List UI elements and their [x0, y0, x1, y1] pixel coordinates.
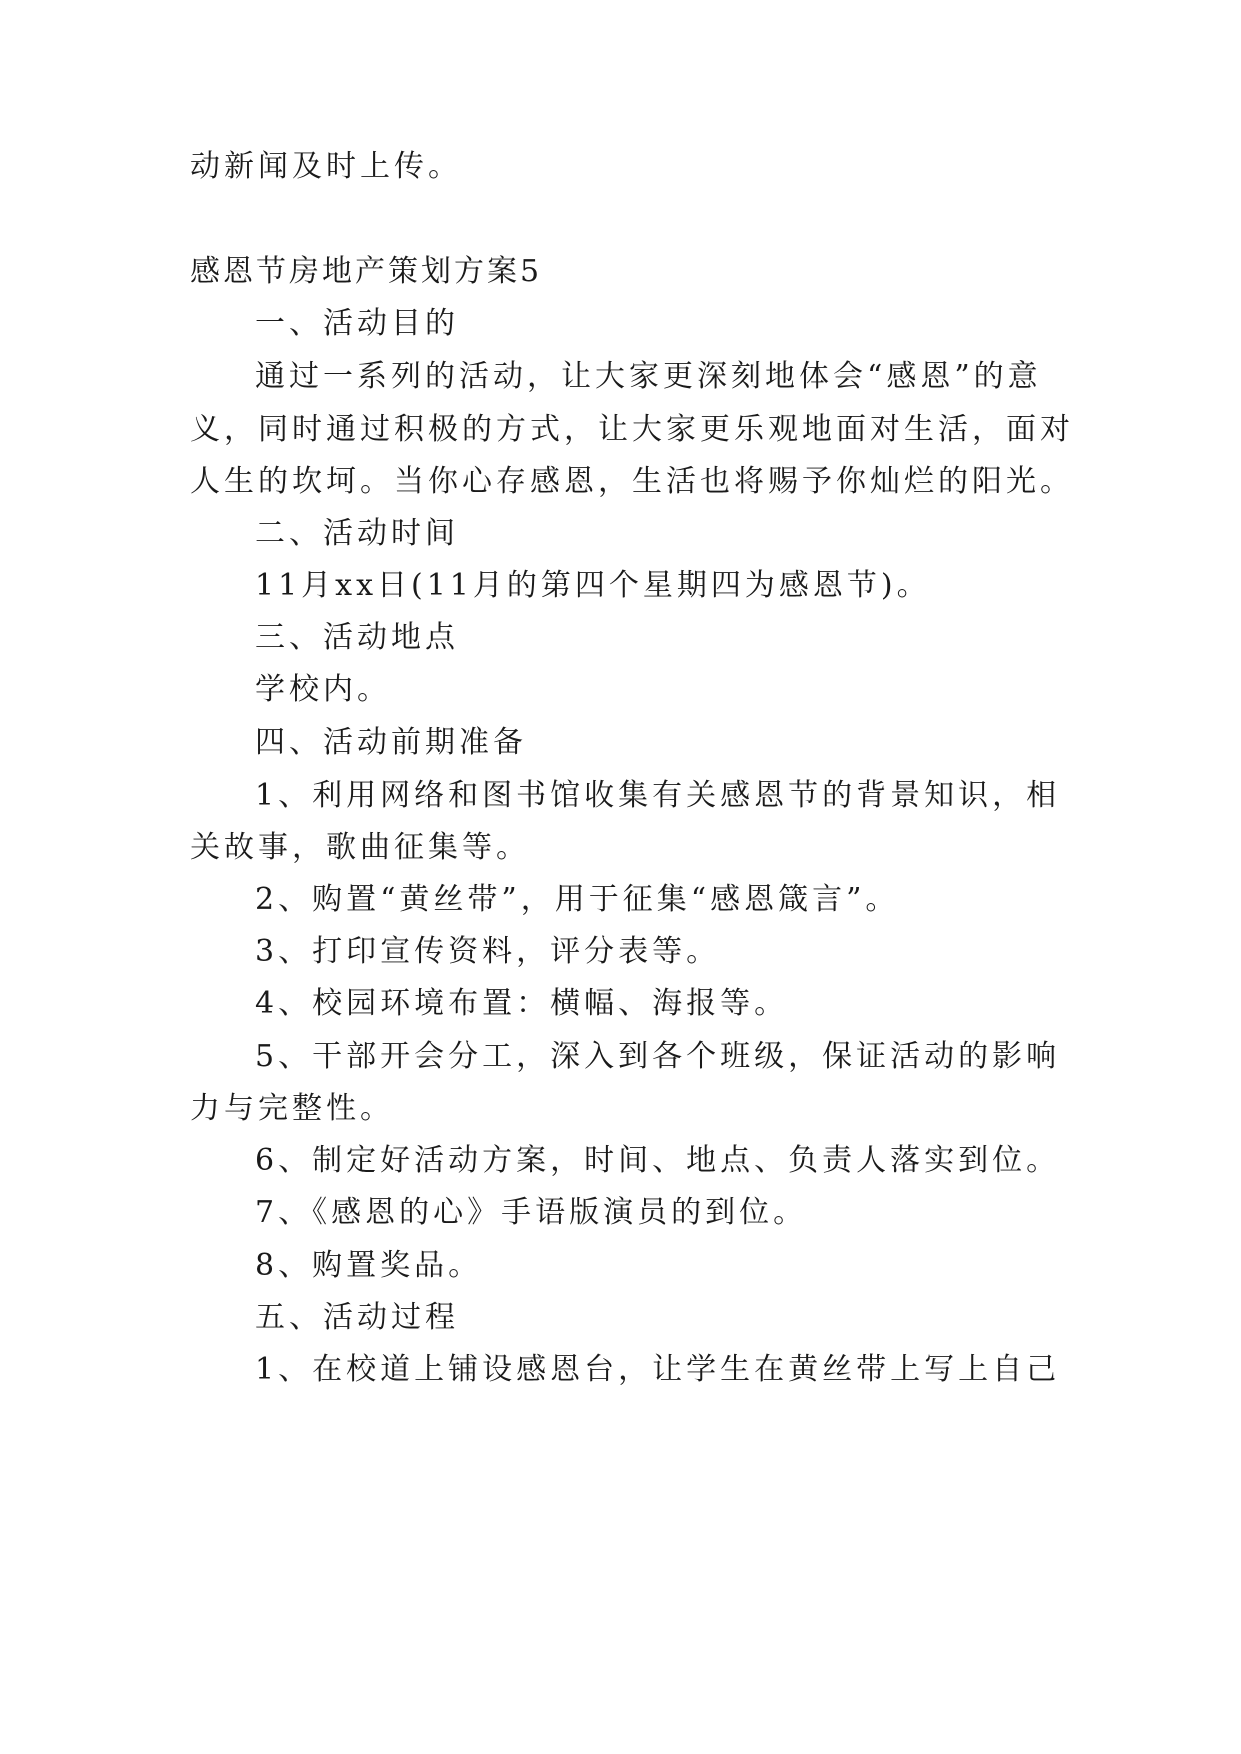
section-title: 感恩节房地产策划方案5: [190, 254, 543, 289]
list-item-continuation: 力与完整性。: [190, 1091, 394, 1126]
paragraph-continuation: 动新闻及时上传。: [190, 149, 462, 184]
list-item: 8、购置奖品。: [255, 1248, 483, 1283]
paragraph-line: 通过一系列的活动，让大家更深刻地体会“感恩”的意: [255, 359, 1042, 394]
heading-activity-time: 二、活动时间: [255, 516, 459, 551]
heading-activity-process: 五、活动过程: [255, 1300, 459, 1335]
heading-activity-location: 三、活动地点: [255, 620, 459, 655]
list-item: 5、干部开会分工，深入到各个班级，保证活动的影响: [255, 1039, 1061, 1074]
list-item-continuation: 关故事，歌曲征集等。: [190, 830, 530, 865]
heading-activity-purpose: 一、活动目的: [255, 306, 459, 341]
list-item: 6、制定好活动方案，时间、地点、负责人落实到位。: [255, 1143, 1061, 1178]
paragraph-line: 义，同时通过积极的方式，让大家更乐观地面对生活，面对: [190, 412, 1074, 447]
list-item: 3、打印宣传资料，评分表等。: [255, 934, 721, 969]
list-item: 4、校园环境布置：横幅、海报等。: [255, 986, 789, 1021]
list-item: 2、购置“黄丝带”，用于征集“感恩箴言”。: [255, 882, 900, 917]
list-item: 7、《感恩的心》手语版演员的到位。: [255, 1195, 808, 1230]
list-item: 1、在校道上铺设感恩台，让学生在黄丝带上写上自己: [255, 1352, 1061, 1387]
list-item: 1、利用网络和图书馆收集有关感恩节的背景知识，相: [255, 778, 1061, 813]
paragraph-line: 11月xx日(11月的第四个星期四为感恩节)。: [255, 568, 931, 603]
paragraph-line: 学校内。: [255, 672, 391, 707]
paragraph-line: 人生的坎坷。当你心存感恩，生活也将赐予你灿烂的阳光。: [190, 464, 1074, 499]
heading-preparation: 四、活动前期准备: [255, 725, 527, 760]
